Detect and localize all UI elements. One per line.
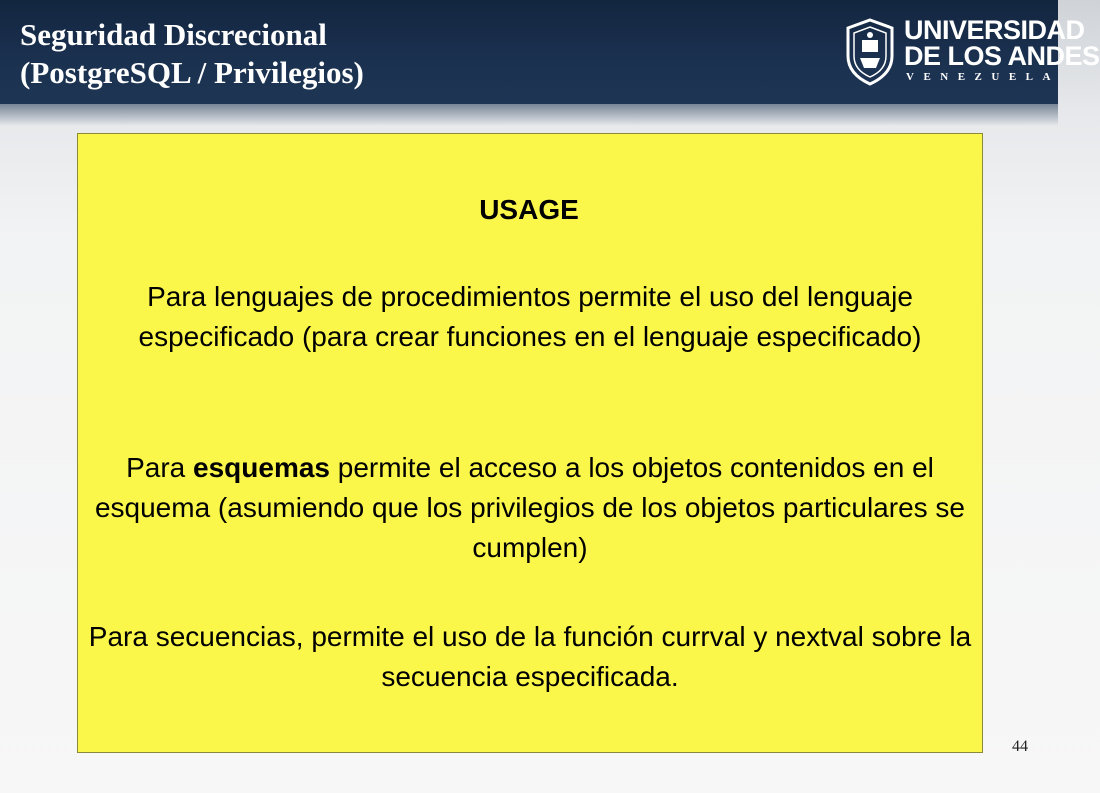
paragraph-schemas-prefix: Para [126, 452, 194, 483]
header-shadow [0, 104, 1058, 126]
title-line-1: Seguridad Discrecional [20, 17, 327, 52]
paragraph-schemas-keyword: esquemas [193, 452, 330, 483]
paragraph-sequences: Para secuencias, permite el uso de la función currval y nextval sobre la secuencia especificada. [88, 621, 972, 692]
page-number: 44 [1012, 738, 1028, 755]
title-line-2: (PostgreSQL / Privilegios) [20, 55, 364, 90]
paragraph-schemas [80, 448, 980, 568]
logo-text-line-1: UNIVERSIDAD [904, 15, 1085, 45]
logo-text-line-2: DE LOS ANDES [904, 41, 1100, 71]
slide-title [20, 16, 364, 92]
content-heading: USAGE [479, 194, 579, 225]
slide-header [0, 0, 1100, 104]
paragraph-schemas-suffix: permite el acceso a los objetos contenidos en el esquema (asumiendo que los privilegios de los objetos particulares se cumplen) [94, 452, 966, 563]
paragraph-languages: Para lenguajes de procedimientos permite el uso del lenguaje especificado (para crear funciones en el lenguaje especificado) [138, 281, 922, 352]
university-seal-icon [842, 18, 898, 86]
university-logo [842, 14, 1100, 90]
logo-text-line-3: VENEZUELA [906, 71, 1060, 83]
